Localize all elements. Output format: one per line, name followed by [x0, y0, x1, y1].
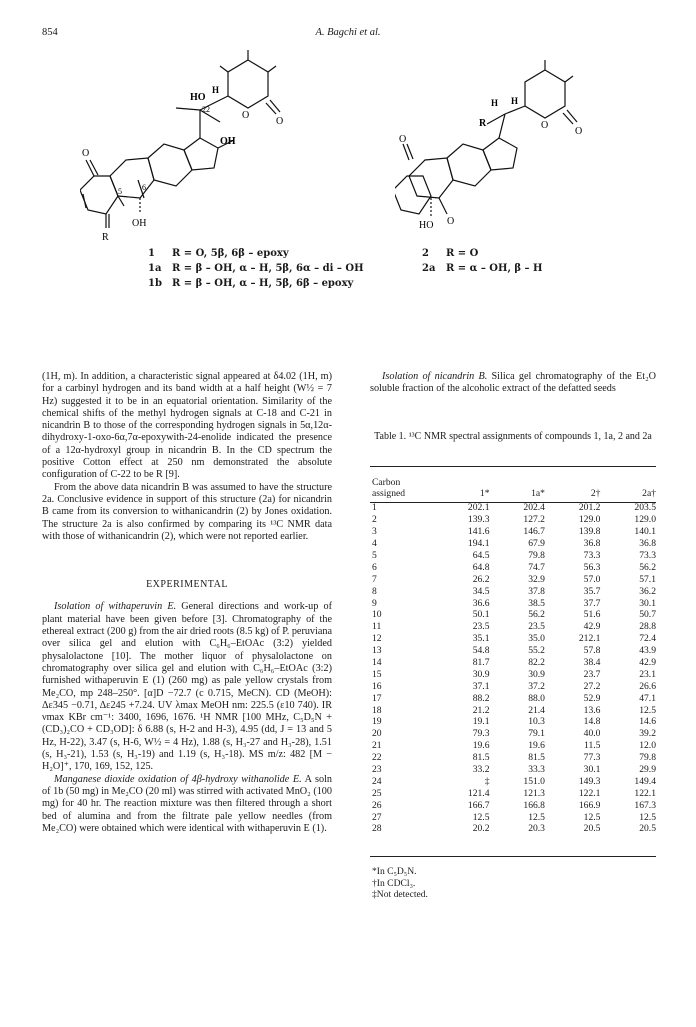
cell-shift: 74.7 [528, 561, 545, 573]
cell-carbon: 7 [372, 573, 377, 585]
table-row [370, 680, 656, 692]
cell-shift: 12.5 [472, 811, 490, 823]
cell-carbon: 10 [372, 609, 382, 621]
cell-shift: 26.2 [472, 573, 490, 585]
cell-shift: ‡ [484, 775, 490, 787]
section-title-experimental: EXPERIMENTAL [146, 579, 228, 591]
atom-oh-6: OH [132, 218, 147, 229]
cell-shift: 64.8 [472, 561, 490, 573]
page-number: 854 [42, 27, 58, 38]
atom-o-ring: O [242, 110, 250, 121]
atom-oh: OH [220, 136, 236, 147]
cell-shift: 79.3 [472, 728, 490, 740]
cell-shift: 21.2 [472, 704, 490, 716]
table-top-rule [370, 466, 656, 467]
cell-shift: 39.2 [639, 728, 656, 740]
cell-shift: 38.4 [583, 657, 601, 669]
cell-shift: 122.1 [634, 787, 656, 799]
cell-shift: 43.9 [639, 645, 656, 657]
cell-shift: 26.6 [639, 680, 656, 692]
cell-carbon: 5 [372, 550, 377, 561]
cell-shift: 20.3 [528, 823, 545, 835]
cell-shift: 73.3 [639, 550, 656, 561]
table-header-row [370, 473, 656, 502]
cell-shift: 141.6 [467, 526, 490, 538]
atom-o-1: O [82, 148, 90, 159]
table-row [370, 514, 656, 526]
paragraph-conversion: From the above data nicandrin B was assumed to have the structure 2a. Conclusive evidence in support of this structure (2a) for nicandrin B came from its conversion to withanicandrin (2) by Jones oxidation. The structure 2a is also confirmed by comparing its ¹³C NMR data with those of withanicandrin (2), which were not reported earlier. [42, 481, 332, 542]
cell-carbon: 13 [372, 645, 382, 657]
cell-shift: 212.1 [578, 633, 601, 645]
table-row [370, 716, 656, 728]
atom-o-carbonyl: O [276, 116, 284, 127]
compound-labels-left [148, 246, 364, 291]
cell-shift: 34.5 [472, 585, 490, 597]
cell-carbon: 21 [372, 740, 382, 752]
table-row [370, 550, 656, 562]
cell-carbon: 1 [372, 502, 377, 514]
cell-shift: 35.7 [583, 585, 601, 597]
cell-shift: 42.9 [639, 657, 656, 669]
cell-shift: 23.5 [472, 621, 490, 633]
cell-shift: 55.2 [528, 645, 545, 657]
cell-shift: 33.2 [472, 764, 490, 776]
cell-shift: 28.8 [639, 621, 656, 633]
cell-shift: 202.4 [523, 502, 545, 514]
subsection-title-isolation: Isolation of withaperuvin E. [54, 601, 177, 613]
cell-shift: 12.5 [639, 704, 656, 716]
cell-shift: 33.3 [528, 764, 545, 776]
subsection-title-nicandrin: Isolation of nicandrin B. [382, 371, 488, 382]
cell-carbon: 3 [372, 526, 377, 538]
table-row [370, 645, 656, 657]
cell-shift: 57.8 [583, 645, 601, 657]
atom-22: 22 [202, 105, 210, 114]
cell-shift: 14.8 [583, 716, 601, 728]
cell-shift: 121.4 [467, 787, 490, 799]
cell-shift: 30.9 [528, 668, 545, 680]
table-row [370, 633, 656, 645]
cell-shift: 167.3 [634, 799, 656, 811]
cell-carbon: 18 [372, 704, 382, 716]
atom-ho: HO [190, 92, 206, 103]
cell-shift: 139.8 [578, 526, 601, 538]
cell-shift: 37.8 [528, 585, 545, 597]
cell-shift: 81.5 [472, 752, 490, 764]
label-2: 2 R = O [422, 248, 479, 259]
cell-shift: 14.6 [639, 716, 656, 728]
table-row [370, 657, 656, 669]
cell-shift: 36.2 [639, 585, 656, 597]
cell-shift: 19.6 [528, 740, 545, 752]
cell-carbon: 19 [372, 716, 382, 728]
footnote-cdcl3: †In CDCl₃. [372, 877, 416, 889]
cell-shift: 121.3 [523, 787, 545, 799]
table-row [370, 597, 656, 609]
table-row [370, 668, 656, 680]
cell-shift: 151.0 [523, 775, 545, 787]
atom-o-epoxy: O [447, 216, 455, 227]
cell-shift: 30.9 [472, 668, 490, 680]
cell-shift: 88.0 [528, 692, 545, 704]
cell-shift: 149.4 [634, 775, 656, 787]
nmr-table [370, 473, 656, 835]
table-row [370, 585, 656, 597]
cell-shift: 12.5 [528, 811, 545, 823]
table-bottom-rule [370, 856, 656, 857]
cell-shift: 82.2 [528, 657, 545, 669]
cell-carbon: 9 [372, 597, 377, 609]
cell-shift: 166.7 [467, 799, 490, 811]
cell-shift: 12.0 [639, 740, 656, 752]
cell-shift: 47.1 [639, 692, 656, 704]
cell-shift: 52.9 [583, 692, 601, 704]
cell-shift: 166.8 [523, 799, 545, 811]
atom-o-carbonyl: O [575, 126, 583, 137]
cell-carbon: 23 [372, 764, 382, 776]
atom-h-1: H [491, 98, 499, 108]
header-1a: 1a* [531, 488, 545, 499]
cell-carbon: 17 [372, 692, 382, 704]
cell-carbon: 2 [372, 514, 377, 526]
cell-shift: 20.2 [472, 823, 490, 835]
cell-shift: 194.1 [467, 538, 490, 550]
cell-carbon: 11 [372, 621, 382, 633]
atom-r: R [479, 118, 487, 129]
cell-shift: 88.2 [472, 692, 490, 704]
cell-shift: 42.9 [583, 621, 601, 633]
cell-shift: 56.3 [583, 561, 601, 573]
cell-shift: 129.0 [634, 514, 656, 526]
table-caption-text: ¹³C NMR spectral assignments of compounds 1, 1a, 2 and 2a [408, 431, 652, 442]
cell-shift: 54.8 [472, 645, 490, 657]
footnote-not-detected: ‡Not detected. [372, 889, 428, 900]
table-row [370, 609, 656, 621]
cell-shift: 79.8 [639, 752, 656, 764]
table-row [370, 823, 656, 835]
atom-h: H [212, 85, 220, 95]
cell-shift: 166.9 [578, 799, 601, 811]
right-column-intro [370, 371, 656, 396]
cell-shift: 73.3 [583, 550, 601, 561]
cell-carbon: 15 [372, 668, 382, 680]
cell-shift: 19.6 [472, 740, 490, 752]
cell-carbon: 14 [372, 657, 382, 669]
cell-shift: 32.9 [528, 573, 545, 585]
cell-shift: 50.7 [639, 609, 656, 621]
atom-o-ring: O [541, 120, 549, 131]
cell-carbon: 25 [372, 787, 382, 799]
cell-shift: 81.7 [472, 657, 490, 669]
label-2a: 2a R = α – OH, β – H [422, 263, 543, 274]
header-1: 1* [479, 488, 490, 499]
cell-shift: 13.6 [583, 704, 601, 716]
cell-carbon: 24 [372, 775, 382, 787]
atom-6: 6 [142, 183, 146, 192]
cell-shift: 10.3 [528, 716, 545, 728]
table-row [370, 538, 656, 550]
cell-shift: 37.7 [583, 597, 601, 609]
atom-ho: HO [419, 220, 434, 231]
cell-shift: 29.9 [639, 764, 656, 776]
table-row [370, 692, 656, 704]
table-row [370, 775, 656, 787]
cell-carbon: 20 [372, 728, 382, 740]
cell-shift: 36.6 [472, 597, 490, 609]
table-row [370, 526, 656, 538]
table-caption [370, 431, 656, 444]
cell-shift: 50.1 [472, 609, 490, 621]
cell-carbon: 27 [372, 811, 382, 823]
table-row [370, 561, 656, 573]
cell-shift: 79.1 [528, 728, 545, 740]
header-carbon: Carbon assigned [372, 477, 406, 499]
table-row [370, 728, 656, 740]
footnote-c5d5n: *In C₅D₅N. [372, 866, 417, 877]
cell-shift: 72.4 [639, 633, 656, 645]
cell-shift: 36.8 [639, 538, 656, 550]
atom-r: R [102, 232, 109, 243]
cell-carbon: 4 [372, 538, 377, 550]
cell-shift: 38.5 [528, 597, 545, 609]
cell-carbon: 12 [372, 633, 382, 645]
table-row [370, 502, 656, 514]
table-footnotes [372, 866, 572, 901]
cell-shift: 202.1 [467, 502, 490, 514]
cell-shift: 203.5 [634, 502, 656, 514]
cell-shift: 12.5 [639, 811, 656, 823]
cell-shift: 11.5 [584, 740, 601, 752]
cell-shift: 81.5 [528, 752, 545, 764]
cell-shift: 146.7 [523, 526, 545, 538]
table-row [370, 764, 656, 776]
cell-shift: 139.3 [467, 514, 490, 526]
cell-shift: 64.5 [472, 550, 490, 561]
cell-shift: 127.2 [523, 514, 545, 526]
left-column [42, 371, 332, 835]
cell-shift: 149.3 [578, 775, 601, 787]
cell-shift: 30.1 [583, 764, 601, 776]
cell-shift: 37.1 [472, 680, 490, 692]
label-1a: 1a R = β – OH, α – H, 5β, 6α – di – OH [148, 263, 364, 274]
cell-carbon: 22 [372, 752, 382, 764]
structure-left [80, 48, 320, 248]
atom-h-2: H [511, 96, 519, 106]
cell-shift: 35.0 [528, 633, 545, 645]
cell-shift: 57.1 [639, 573, 656, 585]
label-1: 1 R = O, 5β, 6β – epoxy [148, 248, 289, 259]
table-row [370, 621, 656, 633]
table-row [370, 704, 656, 716]
cell-shift: 20.5 [639, 823, 656, 835]
cell-shift: 37.2 [528, 680, 545, 692]
table-row [370, 740, 656, 752]
atom-o-1: O [399, 134, 407, 145]
cell-shift: 23.7 [583, 668, 601, 680]
compound-labels-right [422, 246, 542, 276]
cell-shift: 35.1 [472, 633, 490, 645]
cell-shift: 201.2 [578, 502, 601, 514]
cell-carbon: 16 [372, 680, 382, 692]
cell-shift: 21.4 [528, 704, 545, 716]
table-row [370, 752, 656, 764]
header-2: 2† [590, 488, 601, 499]
label-1b: 1b R = β – OH, α – H, 5β, 6β – epoxy [148, 278, 354, 289]
cell-carbon: 6 [372, 561, 377, 573]
cell-shift: 36.8 [583, 538, 601, 550]
cell-shift: 67.9 [528, 538, 545, 550]
cell-shift: 30.1 [639, 597, 656, 609]
cell-shift: 12.5 [583, 811, 601, 823]
table-row [370, 799, 656, 811]
table-caption-prefix: Table 1. [374, 431, 407, 442]
table-row [370, 573, 656, 585]
table-row [370, 787, 656, 799]
cell-carbon: 8 [372, 585, 377, 597]
paragraph-isolation-withaperuvin: Isolation of withaperuvin E. General directions and work-up of plant material have been given before [3]. Chromatography of the ethereal extract (200 g) from the air dried roots (8.5 kg) of P. peruviana over silica gel and elution with C₆H₆–EtOAc (3:2) yielded physalolactone [10]. The mother liquor of physalolactone on chromatography over silica gel and elution with C₆H₆–EtOAc (3:2) furnished withaperuvin E (1) (260 mg) as pale yellow crystals from Me₂CO, mp 248–250°. [α]D −72.7 (c 0.715, MeCN). CD (MeOH): Δε345 −0.71, Δε245 +7.24. UV λmax MeOH nm: 225.5 (ε10 740). IR νmax KBr cm⁻¹: 3400, 1696, 1676. ¹H NMR [100 MHz, C₅D₅N + (CD₃)₂CO + CD₃OD]: δ 6.88 (s, H-2 and H-3), 4.95 (dd, J = 13 and 5 Hz, H-22), 3.47 (s, H-6, W½ = 4 Hz), 1.88 (s, H₃-27 and H₃-28), 1.51 (s, H₃-21), 1.53 (s, H₃-19) and 1.19 (s, H₃-18). MS m/z: 482 [M − H₂O]⁺, 170, 169, 152, 125. [42, 601, 333, 773]
paragraph-mno2-oxidation: Manganese dioxide oxidation of 4β-hydroxy withanolide E. A soln of 1b (50 mg) in Me₂CO (20 ml) was stirred with activated MnO₂ (100 mg) for 40 hr. The reaction mixture was then filtered through a short bed of alumina and from the filtrate pale yellow needles (from Me₂CO) were obtained which were identical with withaperuvin E (1). [42, 773, 332, 834]
cell-shift: 140.1 [634, 526, 656, 538]
subsection-title-oxidation: Manganese dioxide oxidation of 4β-hydroxy withanolide E. [54, 773, 302, 785]
cell-carbon: 26 [372, 799, 382, 811]
cell-carbon: 28 [372, 823, 382, 835]
paragraph-nicandrin-b-structure: (1H, m). In addition, a characteristic signal appeared at δ4.02 (1H, m) for a carbinyl hydrogen and its band width at a half height (W½ = 7 Hz) suggested it to be in an equatorial orientation. Similarity of the chemical shifts of the methyl hydrogen signals at C-18 and C-21 in nicandrin B to those of the corresponding hydrogen signals in 5α,12α-dihydroxy-1-oxo-6α,7α-epoxywith-24-enolide indicated the presence of a 12α-hydroxyl group in nicandrin B. In the CD spectrum the positive Cotton effect at 250 nm demonstrated the absolute configuration of C-22 to be R [9]. [42, 371, 332, 481]
cell-shift: 23.5 [528, 621, 545, 633]
cell-shift: 129.0 [578, 514, 601, 526]
cell-shift: 19.1 [472, 716, 490, 728]
running-head: A. Bagchi et al. [315, 27, 381, 38]
atom-5: 5 [118, 187, 122, 196]
cell-shift: 79.8 [528, 550, 545, 561]
header-2a: 2a† [642, 488, 656, 499]
cell-shift: 40.0 [583, 728, 601, 740]
table-row [370, 811, 656, 823]
cell-shift: 20.5 [583, 823, 601, 835]
cell-shift: 23.1 [639, 668, 656, 680]
cell-shift: 57.0 [583, 573, 601, 585]
paragraph-isolation-nicandrin: Isolation of nicandrin B. Silica gel chromatography of the Et₂O soluble fraction of the alcoholic extract of the defatted seeds [370, 371, 656, 395]
cell-shift: 56.2 [639, 561, 656, 573]
cell-shift: 56.2 [528, 609, 545, 621]
cell-shift: 51.6 [583, 609, 601, 621]
cell-shift: 122.1 [578, 787, 601, 799]
cell-shift: 77.3 [583, 752, 601, 764]
structure-right [395, 56, 635, 246]
cell-shift: 27.2 [583, 680, 601, 692]
